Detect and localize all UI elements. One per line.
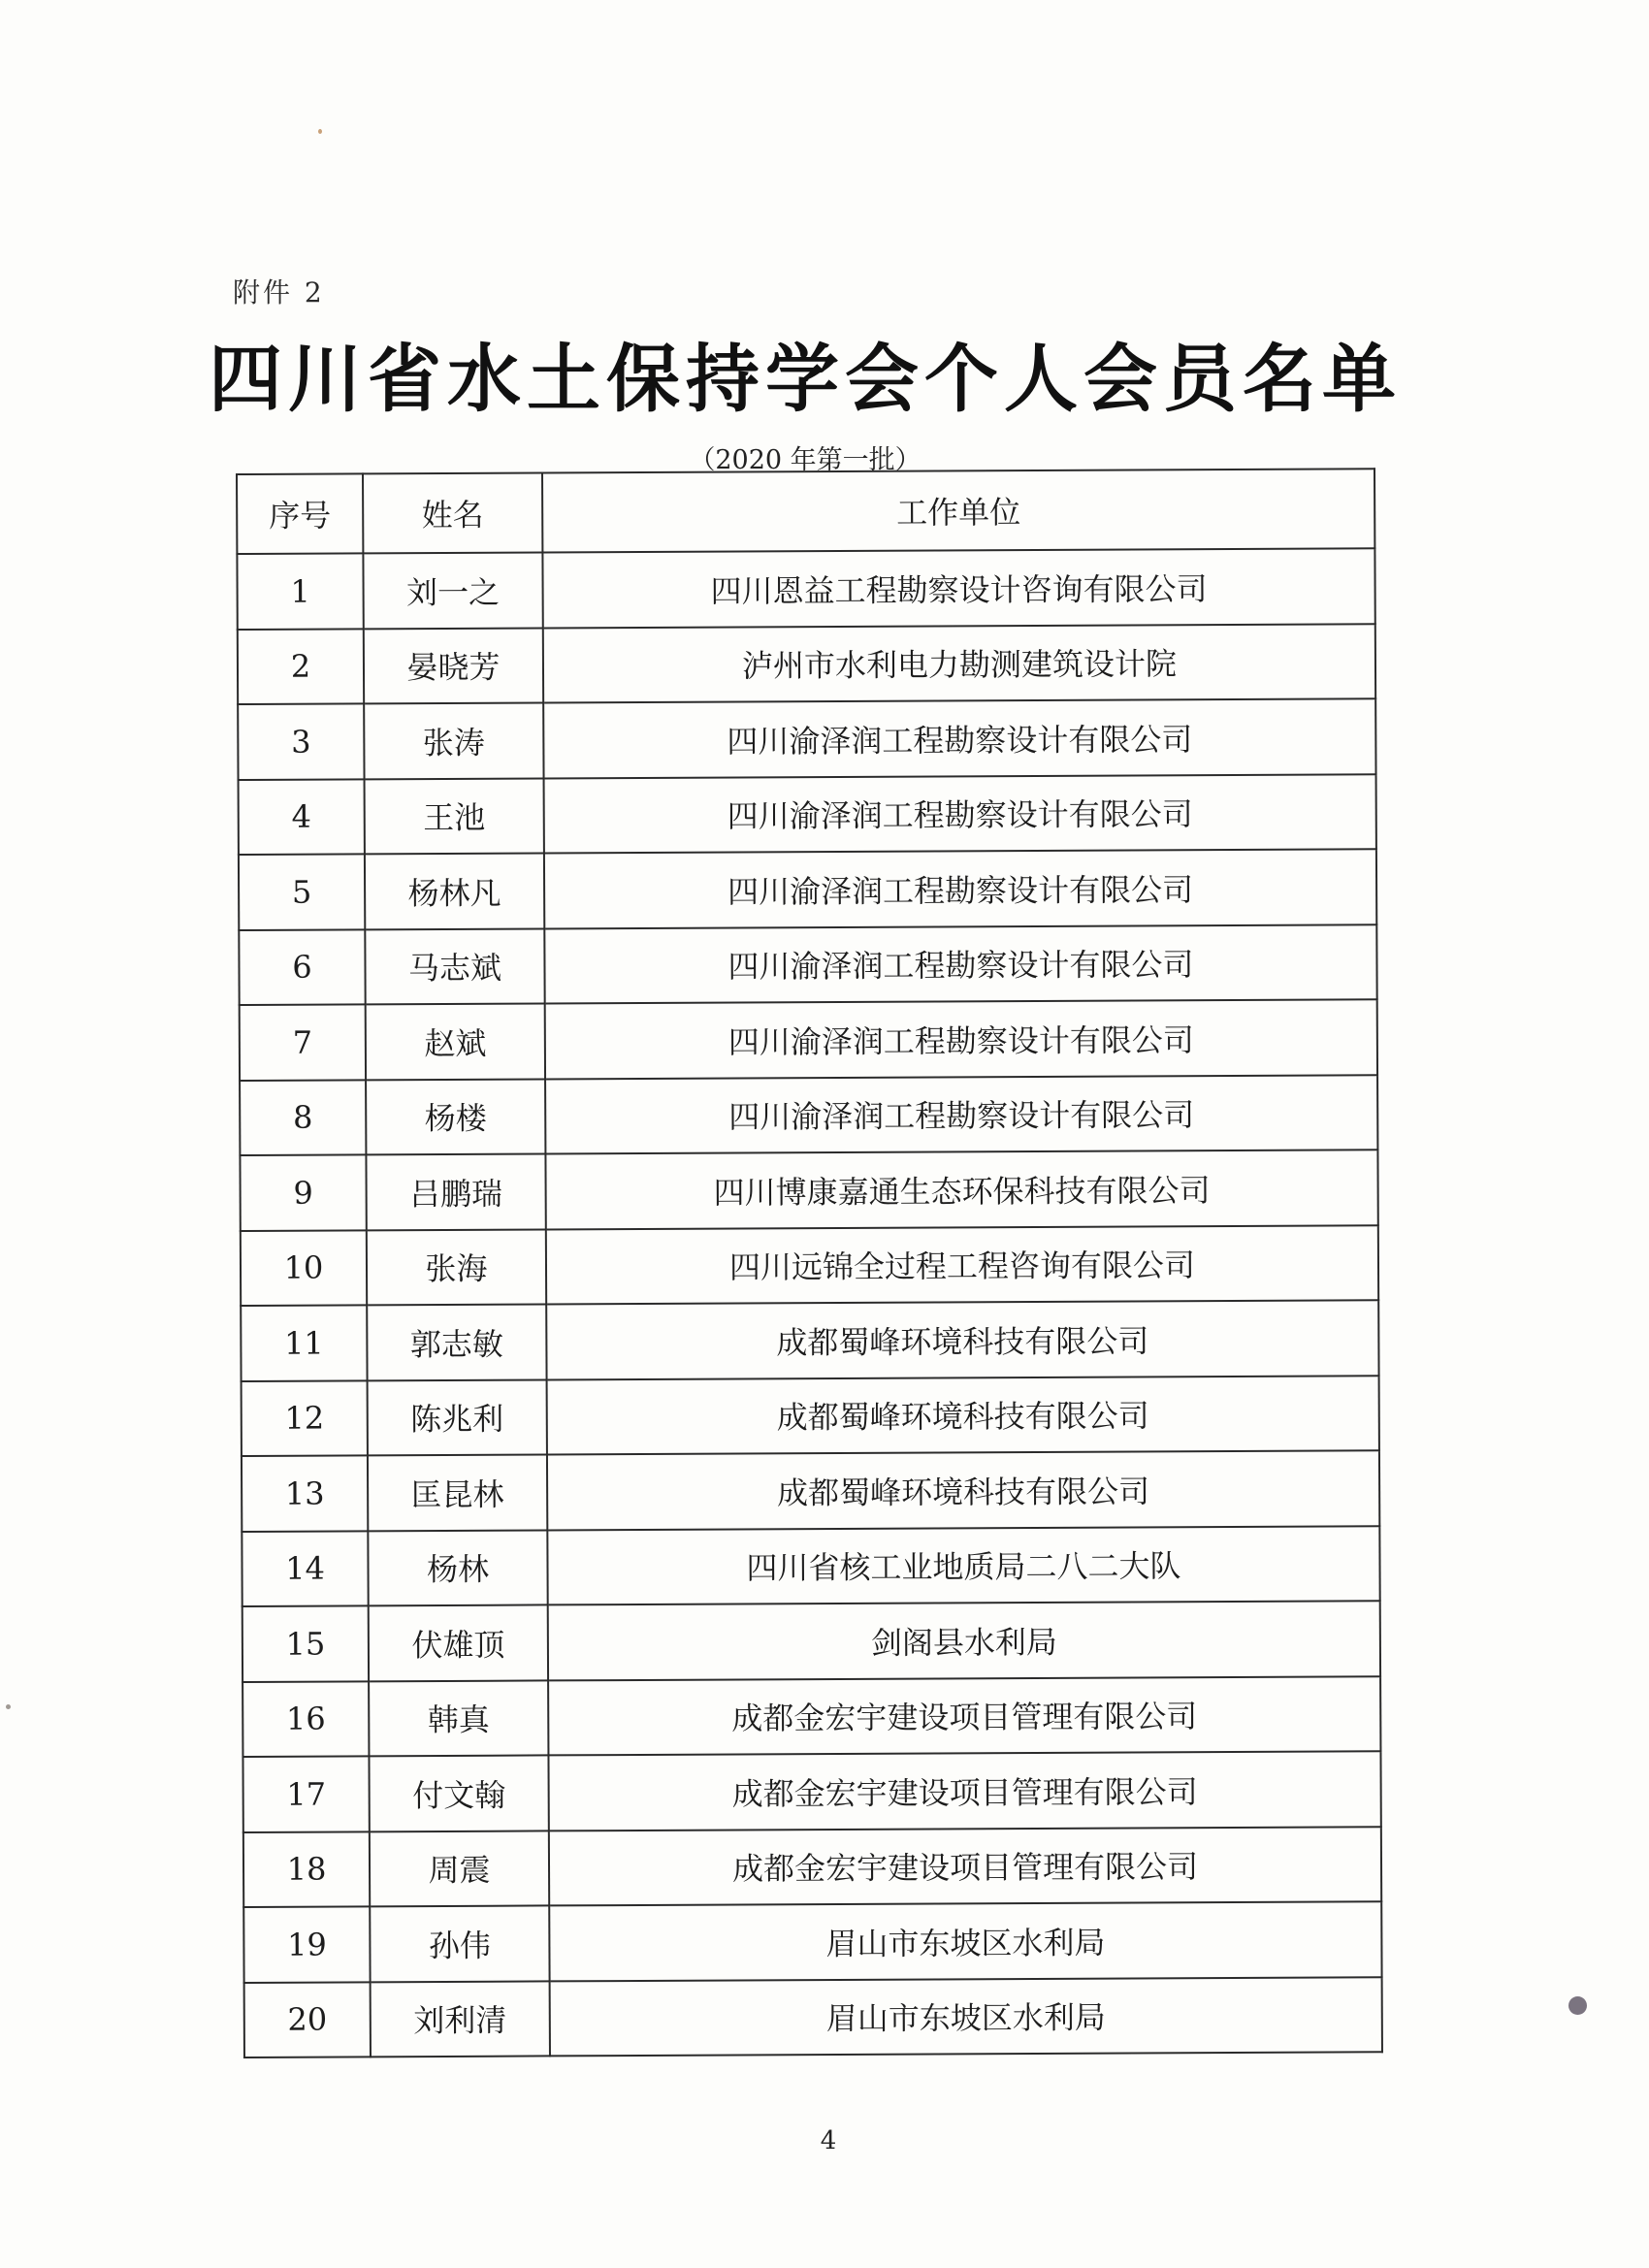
cell-seq: 5 [239,854,365,929]
table-row [242,1376,1379,1456]
cell-unit: 成都蜀峰环境科技有限公司 [547,1450,1379,1530]
table-row [244,1977,1382,2057]
cell-name: 杨楼 [366,1079,545,1154]
scan-speck [6,1704,11,1709]
table-header-row [237,469,1374,554]
cell-name: 赵斌 [366,1003,545,1079]
cell-name: 孙伟 [370,1905,549,1981]
table-row [239,849,1376,929]
table-row [241,1225,1378,1306]
table-row [240,1150,1377,1230]
table-row [237,548,1374,629]
cell-name: 刘利清 [371,1981,550,2057]
cell-unit: 眉山市东坡区水利局 [549,1901,1381,1981]
cell-seq: 7 [240,1004,366,1080]
table-row [242,1601,1380,1681]
cell-unit: 四川恩益工程勘察设计咨询有限公司 [542,548,1374,628]
cell-seq: 15 [242,1605,369,1681]
cell-seq: 20 [244,1982,371,2057]
table-row [241,1300,1378,1380]
cell-seq: 16 [242,1681,369,1757]
cell-unit: 四川渝泽润工程勘察设计有限公司 [545,999,1377,1079]
cell-seq: 14 [242,1531,368,1606]
header-seq: 序号 [237,473,363,554]
cell-name: 郭志敏 [367,1304,546,1379]
header-name: 姓名 [363,472,542,553]
cell-seq: 4 [239,779,365,855]
cell-seq: 9 [240,1154,366,1230]
page-number: 4 [820,2126,837,2155]
cell-unit: 四川渝泽润工程勘察设计有限公司 [543,698,1375,778]
member-roster-table [236,468,1383,2058]
cell-unit: 四川渝泽润工程勘察设计有限公司 [544,924,1376,1004]
cell-unit: 成都金宏宇建设项目管理有限公司 [548,1676,1380,1756]
cell-unit: 成都蜀峰环境科技有限公司 [546,1300,1378,1379]
cell-seq: 3 [238,703,364,779]
cell-unit: 四川渝泽润工程勘察设计有限公司 [544,774,1376,854]
table-row [239,774,1376,855]
scan-speck [318,129,322,134]
table-row [242,1751,1380,1831]
cell-unit: 四川远锦全过程工程咨询有限公司 [546,1225,1378,1305]
table-row [242,1450,1379,1531]
cell-name: 晏晓芳 [364,628,543,703]
scan-speck [1568,1996,1587,2015]
cell-seq: 11 [241,1305,367,1380]
table-row [242,1526,1379,1606]
cell-unit: 泸州市水利电力勘测建筑设计院 [543,624,1375,703]
cell-name: 付文翰 [369,1755,548,1831]
cell-name: 张涛 [364,702,543,778]
table-row [238,698,1375,779]
cell-seq: 18 [243,1831,370,1907]
cell-unit: 成都金宏宇建设项目管理有限公司 [548,1751,1380,1831]
cell-seq: 12 [242,1380,368,1456]
cell-name: 韩真 [369,1680,548,1756]
cell-unit: 成都金宏宇建设项目管理有限公司 [549,1827,1381,1906]
cell-name: 周震 [370,1831,549,1906]
cell-unit: 眉山市东坡区水利局 [550,1977,1382,2057]
cell-unit: 四川渝泽润工程勘察设计有限公司 [545,1075,1377,1154]
cell-name: 刘一之 [363,552,542,628]
header-unit: 工作单位 [542,469,1374,552]
table-row [240,999,1377,1080]
table-row [239,924,1376,1005]
cell-seq: 1 [237,553,363,629]
cell-unit: 成都蜀峰环境科技有限公司 [547,1376,1379,1455]
cell-name: 杨林 [368,1530,547,1605]
cell-seq: 6 [239,929,365,1005]
table-row [243,1827,1381,1907]
cell-unit: 四川渝泽润工程勘察设计有限公司 [544,849,1376,928]
table-row [242,1676,1380,1757]
cell-name: 吕鹏瑞 [366,1153,545,1229]
cell-unit: 剑阁县水利局 [548,1601,1380,1680]
cell-name: 王池 [365,778,544,854]
cell-seq: 10 [241,1230,367,1306]
cell-seq: 2 [238,629,364,704]
table-row [238,624,1375,704]
cell-seq: 13 [242,1455,368,1531]
cell-seq: 17 [242,1756,369,1831]
cell-unit: 四川省核工业地质局二八二大队 [547,1526,1379,1605]
cell-name: 陈兆利 [368,1379,547,1455]
document-subtitle: （2020 年第一批） [689,445,922,475]
cell-name: 杨林凡 [365,853,544,928]
table-row [240,1075,1377,1155]
cell-name: 伏雄顶 [369,1604,548,1680]
cell-seq: 8 [240,1080,366,1155]
cell-name: 马志斌 [365,928,544,1004]
document-title: 四川省水土保持学会个人会员名单 [209,336,1402,422]
cell-seq: 19 [243,1906,370,1982]
cell-name: 张海 [367,1229,546,1305]
cell-name: 匡昆林 [368,1454,547,1530]
cell-unit: 四川博康嘉通生态环保科技有限公司 [545,1150,1377,1229]
attachment-label: 附件 2 [233,276,325,308]
table-row [243,1901,1381,1982]
